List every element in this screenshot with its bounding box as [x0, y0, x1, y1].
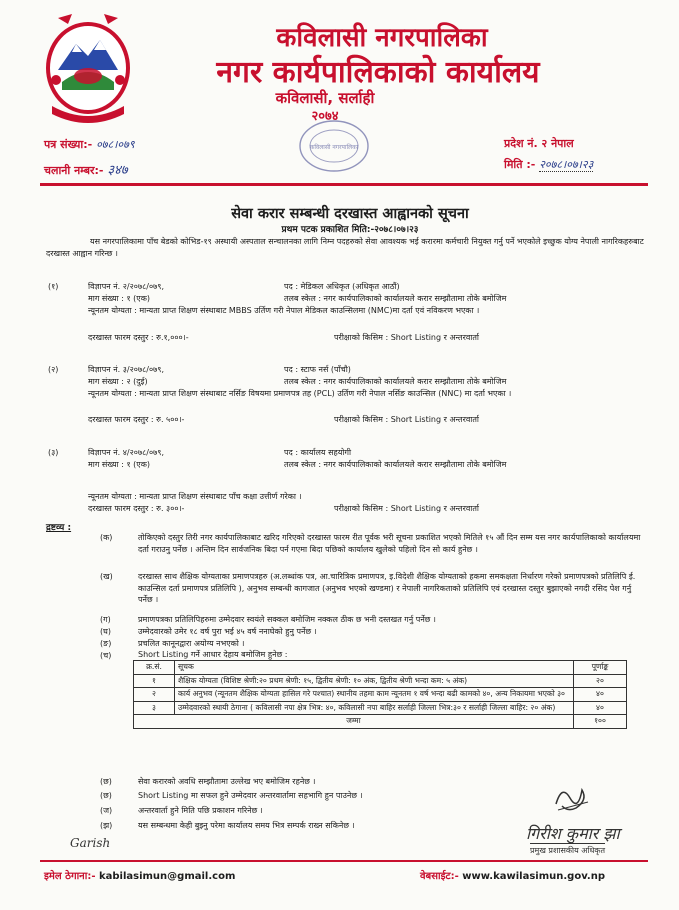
- signature-scribble: [552, 780, 592, 816]
- position-qualification: न्यूनतम योग्यता : मान्यता प्राप्त शिक्षण संस्थाबाट MBBS उर्तिण गरी नेपाल मेडिकल काउन्सिलमा (NMC)मा दर्ता एवं नविकरण भएका ।: [88, 306, 480, 315]
- position-fee: दरखास्त फारम दस्तुर : रु.१,०००।-: [88, 333, 189, 342]
- position-post: पद : स्टाफ नर्स (पाँचौ): [284, 365, 351, 374]
- signatory-name: गिरीश कुमार झा: [526, 824, 620, 843]
- position-ad-no: विज्ञापन नं. ३/२०७८/०७९,: [88, 365, 164, 374]
- position-number: (३): [48, 448, 59, 457]
- table-cell-marks: ४०: [574, 701, 627, 715]
- province: प्रदेश नं. २ नेपाल: [504, 137, 574, 150]
- table-row: [134, 674, 627, 688]
- position-salary: तलब स्केल : नगर कार्यपालिकाको कार्यालयले करार सम्झौतामा तोके बमोजिम: [284, 377, 507, 386]
- note-text: यस सम्बन्धमा केही बुझ्नु परेमा कार्यालय समय भित्र सम्पर्क राख्न सकिनेछ ।: [138, 821, 355, 830]
- signatory-designation: प्रमुख प्रशासकीय अधिकृत: [530, 843, 605, 856]
- notice-title: सेवा करार सम्बन्धी दरखास्त आह्वानको सूचना: [231, 206, 469, 222]
- position-fee: दरखास्त फारम दस्तुर : रु. ३००।-: [88, 504, 185, 513]
- position-post: पद : कार्यालय सहयोगी: [284, 448, 352, 457]
- date: मिति :- २०७८।०७।२३: [504, 158, 594, 171]
- note-mark: (छ): [100, 791, 112, 800]
- org-name: कविलासी नगरपालिका: [276, 23, 488, 53]
- table-cell-sn: १: [134, 674, 175, 688]
- note-mark: (झ): [100, 821, 113, 830]
- shortlist-table: [133, 660, 627, 729]
- note-text: Short Listing मा सफल हुने उम्मेदवार अन्तरवार्तामा सहभागि हुन पाउनेछ ।: [138, 791, 363, 800]
- table-cell-marks: ४०: [574, 688, 627, 702]
- table-total-row: [134, 715, 627, 729]
- position-fee: दरखास्त फारम दस्तुर : रु. ५००।-: [88, 415, 185, 424]
- table-cell-marks: २०: [574, 674, 627, 688]
- position-demand: माग संख्या : १ (एक): [88, 294, 150, 303]
- position-number: (२): [48, 365, 59, 374]
- established-year: २०७४: [311, 109, 339, 124]
- note-text: दरखास्त साथ शैक्षिक योग्यताका प्रमाणपत्रहरु (अ.लब्धांक पत्र, आ.चारित्रिक प्रमाणपत्र, इ.विदेशी शैक्षिक योग्यताको हकमा समकक्षता निर्धारण गरेको प्रमाणपत्रको प्रतिलिपि ई. काउन्सिल दर्ता प्रमाणपत्र प्रतिलिपि ), अनुभव सम्बन्धी कागजात (अनुभव भएको खण्डमा) र नेपाली नागरिकताको प्रतिलिपि एवं दरखास्त दस्तुर बुझाएको नगदी रसिद पेश गर्नु पर्नेछ ।: [138, 572, 636, 604]
- notice-subtitle: प्रथम पटक प्रकाशित मिति:-२०७८।०७।२३: [281, 225, 419, 235]
- position-ad-no: विज्ञापन नं. २/२०७८/०७९,: [88, 282, 164, 291]
- table-cell-criterion: कार्य अनुभव (न्यूनतम शैक्षिक योग्यता हासिल गरे पश्चात) स्थानीय तहमा काम न्यूनतम १ वर्ष भन्दा बढी कामको ४०, अन्य निकायमा भएको ३०: [175, 688, 574, 702]
- header-divider: [40, 183, 648, 186]
- table-cell-criterion: शैक्षिक योग्यता (विशिष्ट श्रेणी:२० प्रथम श्रेणी: १५, द्वितीय श्रेणी: १० अंक, द्वितीय श्रेणी भन्दा कम: ५ अंक): [175, 674, 574, 688]
- table-total-value: १००: [574, 715, 627, 729]
- position-qualification: न्यूनतम योग्यता : मान्यता प्राप्त शिक्षण संस्थाबाट पाँच कक्षा उत्तीर्ण गरेका ।: [88, 492, 302, 501]
- note-mark: (छ): [100, 777, 112, 786]
- position-salary: तलब स्केल : नगर कार्यपालिकाको कार्यालयले करार सम्झौतामा तोके बमोजिम: [284, 460, 507, 469]
- location: कविलासी, सर्लाही: [275, 89, 375, 107]
- note-mark: (ज): [100, 806, 113, 815]
- table-total-label: जम्मा: [134, 715, 574, 729]
- svg-text:कविलासी नगरपालिका: कविलासी नगरपालिका: [309, 144, 359, 151]
- note-text: प्रमाणपत्रका प्रतिलिपिहरुमा उम्मेदवार स्वयंले सक्कल बमोजिम नक्कल ठीक छ भनी दस्तखत गर्नु पर्नेछ ।: [138, 615, 436, 624]
- table-cell-sn: २: [134, 688, 175, 702]
- office-stamp: [296, 118, 372, 174]
- table-row: [134, 688, 627, 702]
- table-header: पूर्णाङ्क: [574, 661, 627, 675]
- note-text: सेवा करारको अवधि सम्झौतामा उल्लेख भए बमोजिम रहनेछ ।: [138, 777, 316, 786]
- dispatch-no: चलानी नम्बर:- ३४७: [44, 163, 128, 178]
- position-demand: माग संख्या : १ (एक): [88, 460, 150, 469]
- table-cell-criterion: उम्मेदवारको स्थायी ठेगाना ( कविलासी नपा क्षेत्र भित्र: ४०, कविलासी नपा बाहिर सर्लाही जिल्ला भित्र:३० र सर्लाही जिल्ला बाहिर: २० अंक): [175, 701, 574, 715]
- office-name: नगर कार्यपालिकाको कार्यालय: [216, 55, 540, 90]
- position-number: (१): [48, 282, 59, 291]
- nepal-emblem-logo: [38, 10, 138, 130]
- note-text: अन्तरवार्ता हुने मिति पछि प्रकाशन गरिनेछ ।: [138, 806, 263, 815]
- notice-intro: यस नगरपालिकामा पाँच बेडको कोभिड-१९ अस्थायी अस्पताल सन्चालनका लागि निम्न पदहरुको सेवा आवश्यक भई करारमा कर्मचारी नियुक्त गर्नु पर्ने भएकोले इच्छुक योग्य नेपाली नागरिकहरुबाट दरखास्त आह्वान गरिन्छ ।: [46, 237, 644, 258]
- note-text: उम्मेदवारको उमेर १८ वर्ष पुरा भई ४५ वर्ष ननाघेको हुनु पर्नेछ ।: [138, 627, 317, 636]
- note-mark: (च): [100, 651, 112, 660]
- note-mark: (ङ): [100, 639, 112, 648]
- table-cell-sn: ३: [134, 701, 175, 715]
- note-mark: (ख): [100, 572, 113, 581]
- footer-website: वेबसाईट:- www.kawilasimun.gov.np: [420, 871, 605, 882]
- note-text: प्रचलित कानूनद्वारा अयोग्य नभएको ।: [138, 639, 245, 648]
- letter-no: पत्र संख्या:- ०७८।०७९: [44, 138, 135, 151]
- position-exam: परीक्षाको किसिम : Short Listing र अन्तरवार्ता: [334, 504, 480, 513]
- note-text: तोकिएको दस्तुर तिरी नगर कार्यपालिकाबाट खरिद गरिएको दरखास्त फारम रीत पूर्वक भरी सूचना प्रकाशित भएको मितिले १५ औं दिन सम्म यस नगर कार्यपालिकाको कार्यालयमा दर्ता गराउनु पर्नेछ । अन्तिम दिन सार्वजनिक बिदा पर्न गएमा बिदा पछिको कार्यालय खुलेको पहिलो दिन सो कार्य हुनेछ ।: [138, 533, 641, 554]
- table-header-row: [134, 661, 627, 675]
- note-mark: (ग): [100, 615, 111, 624]
- note-mark: (क): [100, 533, 113, 542]
- table-header: सूचक: [175, 661, 574, 675]
- position-qualification: न्यूनतम योग्यता : मान्यता प्राप्त शिक्षण संस्थाबाट नर्सिङ विषयमा प्रमाणपत्र तह (PCL) उर्तिण गरी नेपाल नर्सिङ काउन्सिल (NNC) मा दर्ता भएका ।: [88, 389, 512, 398]
- table-row: [134, 701, 627, 715]
- position-ad-no: विज्ञापन नं. ४/२०७८/०७९,: [88, 448, 164, 457]
- note-text: Short Listing गर्ने आधार देहाय बमोजिम हुनेछ :: [138, 650, 288, 659]
- initials-signature: Garish: [70, 836, 111, 850]
- footer-email: इमेल ठेगाना:- kabilasimun@gmail.com: [44, 871, 236, 882]
- position-exam: परीक्षाको किसिम : Short Listing र अन्तरवार्ता: [334, 415, 480, 424]
- position-exam: परीक्षाको किसिम : Short Listing र अन्तरवार्ता: [334, 333, 480, 342]
- note-mark: (घ): [100, 627, 111, 636]
- position-demand: माग संख्या : २ (दुई): [88, 377, 148, 386]
- notes-heading: द्रष्टव्य :: [46, 523, 72, 533]
- position-salary: तलब स्केल : नगर कार्यपालिकाको कार्यालयले करार सम्झौतामा तोके बमोजिम: [284, 294, 507, 303]
- position-post: पद : मेडिकल अधिकृत (अधिकृत आठौं): [284, 282, 400, 291]
- table-header: क्र.सं.: [134, 661, 175, 675]
- footer-divider: [40, 860, 648, 862]
